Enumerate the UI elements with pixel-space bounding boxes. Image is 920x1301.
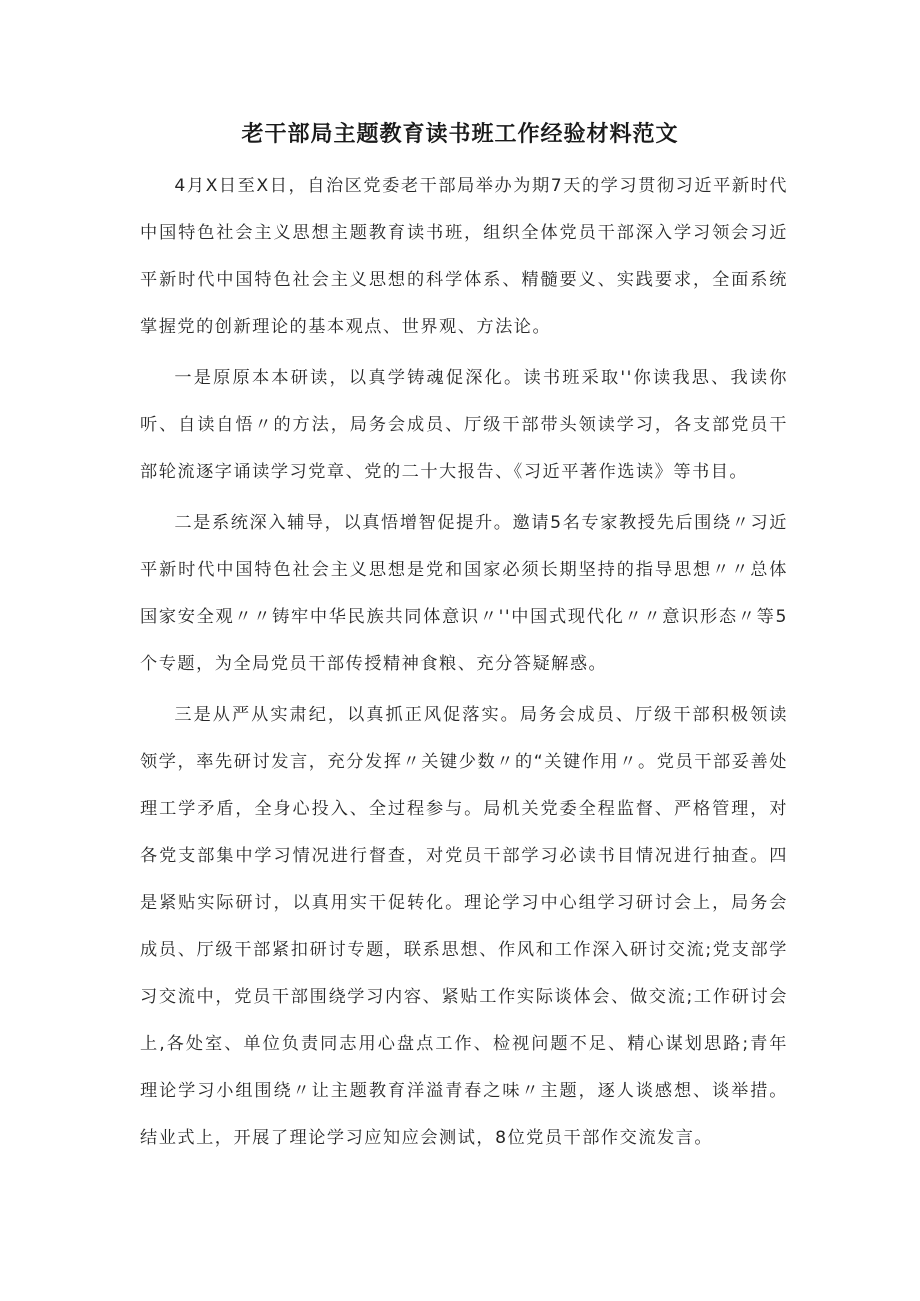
document-body	[140, 163, 788, 1166]
paragraph-reading: 一是原原本本研读，以真学铸魂促深化。读书班采取''你读我思、我读你听、自读自悟〃的方法，局务会成员、厅级干部带头领读学习，各支部党员干部轮流逐字诵读学习党章、党的二十大报告、《习近平著作选读》等书目。	[140, 368, 788, 482]
paragraph-discipline: 三是从严从实肃纪，以真抓正风促落实。局务会成员、厅级干部积极领读领学，率先研讨发言，充分发挥〃关键少数〃的“关键作用〃。党员干部妥善处理工学矛盾，全身心投入、全过程参与。局机关党委全程监督、严格管理，对各党支部集中学习情况进行督查，对党员干部学习必读书目情况进行抽查。四是紧贴实际研讨，以真用实干促转化。理论学习中心组学习研讨会上，局务会成员、厅级干部紧扣研讨专题，联系思想、作风和工作深入研讨交流;党支部学习交流中，党员干部围绕学习内容、紧贴工作实际谈体会、做交流;工作研讨会上,各处室、单位负责同志用心盘点工作、检视问题不足、精心谋划思路;青年理论学习小组围绕〃让主题教育洋溢青春之味〃主题，逐人谈感想、谈举措。结业式上，开展了理论学习应知应会测试，8位党员干部作交流发言。	[140, 705, 788, 1148]
paragraph-intro: 4月X日至X日，自治区党委老干部局举办为期7天的学习贯彻习近平新时代中国特色社会主义思想主题教育读书班，组织全体党员干部深入学习领会习近平新时代中国特色社会主义思想的科学体系、精髓要义、实践要求，全面系统掌握党的创新理论的基本观点、世界观、方法论。	[140, 176, 788, 337]
document-title: 老干部局主题教育读书班工作经验材料范文	[241, 122, 679, 147]
paragraph-tutoring: 二是系统深入辅导，以真悟增智促提升。邀请5名专家教授先后围绕〃习近平新时代中国特色社会主义思想是党和国家必须长期坚持的指导思想〃〃总体国家安全观〃〃铸牢中华民族共同体意识〃''中国式现代化〃〃意识形态〃等5个专题，为全局党员干部传授精神食粮、充分答疑解惑。	[140, 513, 788, 674]
